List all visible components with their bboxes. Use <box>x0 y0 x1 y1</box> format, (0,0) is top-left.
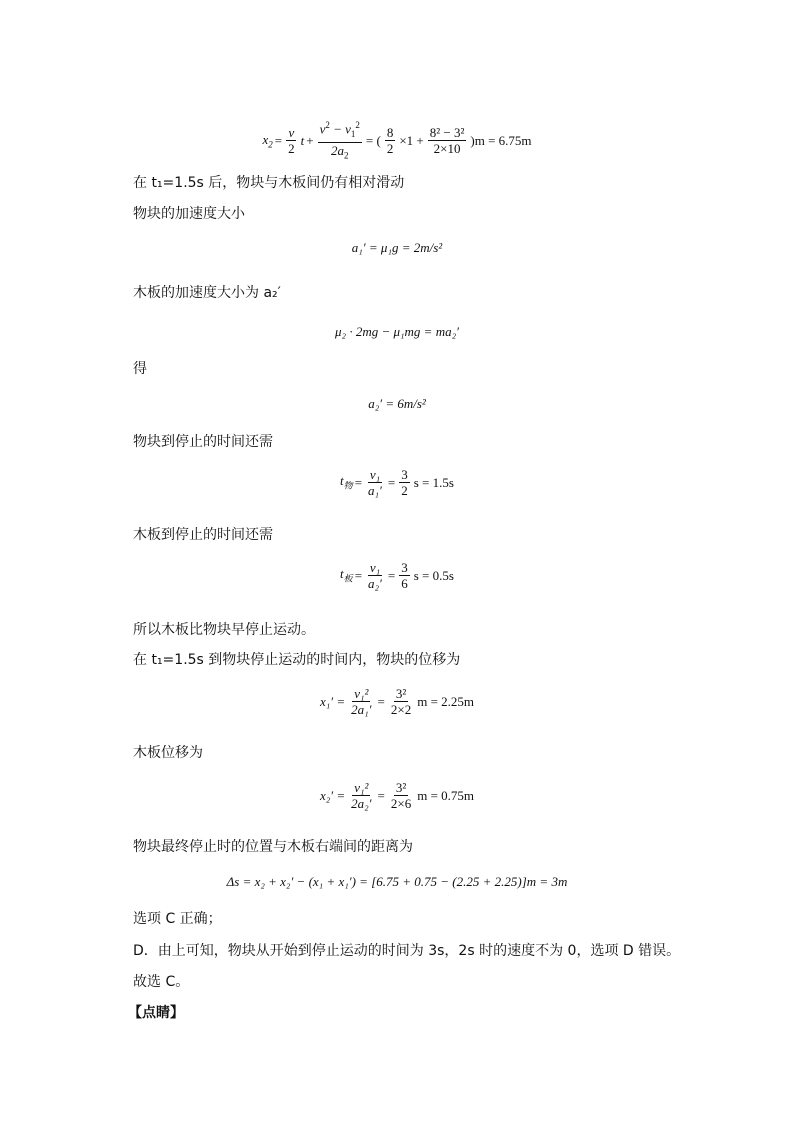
eq1-plus: + <box>306 132 314 148</box>
eq1-equals-paren: = ( <box>365 132 381 148</box>
equation-x2 <box>0 118 794 164</box>
eq1-frac4: $\frac{\text{8² − 3²}}{2\times 10}$ <box>429 125 465 157</box>
text-line-8: 在 t₁=1.5s 到物块停止运动的时间内，物块的位移为 <box>133 652 461 668</box>
text-line-1: 在 t₁=1.5s 后，物块与木板间仍有相对滑动 <box>133 175 405 191</box>
equation-t-block: $t_物$ = $\frac{\text{v₁}}{\text{a₁′}}$ = $\frac{3}{2}$ s = 1.5s <box>340 467 454 498</box>
eq1-result: )m = 6.75m <box>470 132 532 148</box>
text-line-11: 选项 C 正确； <box>133 911 222 927</box>
text-line-4: 得 <box>133 361 147 377</box>
eq1-t: t <box>300 132 305 148</box>
text-line-6: 木板到停止的时间还需 <box>133 527 273 543</box>
text-line-12: D．由上可知，物块从开始到停止运动的时间为 3s，2s 时的速度不为 0，选项 D 错误。 <box>133 943 681 959</box>
text-line-9: 木板位移为 <box>133 745 203 761</box>
equation-delta-s: Δs = x₂ + x₂′ − (x₁ + x₁′) = [6.75 + 0.75 − (2.25 + 2.25)]m = 3m <box>226 874 568 889</box>
text-line-10: 物块最终停止时的位置与木板右端间的距离为 <box>133 839 413 855</box>
equation-a2: a₂′ = 6m/s² <box>368 396 426 411</box>
equation-x1-prime: x₁′ = $\frac{\text{v₁²}}{\text{2a₁′}}$ = $\frac{\text{3²}}{2\times 2}$ m = 2.25m <box>319 686 475 717</box>
text-line-2: 物块的加速度大小 <box>133 206 245 222</box>
text-line-3: 木板的加速度大小为 a₂′ <box>133 285 281 301</box>
eq1-frac2: $\frac{v^2 - v_1^2}{2a_2}$ <box>319 120 360 161</box>
equation-board-force: μ₂ · 2mg − μ₁mg = ma₂′ <box>335 324 459 339</box>
equation-x2-prime: x₂′ = $\frac{\text{v₁²}}{\text{2a₂′}}$ = $\frac{\text{3²}}{2\times 6}$ m = 0.75m <box>319 780 475 811</box>
equation-t-board: $t_板$ = $\frac{\text{v₁}}{\text{a₂′}}$ = $\frac{3}{6}$ s = 0.5s <box>340 560 454 591</box>
eq1-equals: = <box>274 132 283 148</box>
equation-a1: a₁′ = μ₁g = 2m/s² <box>351 240 443 255</box>
eq1-lhs: $x_2$ <box>262 131 273 150</box>
text-line-5: 物块到停止的时间还需 <box>133 434 273 450</box>
eq1-times: ×1 + <box>399 132 424 148</box>
text-line-13: 故选 C。 <box>133 974 190 990</box>
eq1-frac1: $\frac{v}{2}$ <box>288 125 295 157</box>
text-line-7: 所以木板比物块早停止运动。 <box>133 622 315 638</box>
section-heading-dianjing: 【点睛】 <box>128 1005 184 1021</box>
eq1-frac3: $\frac{8}{2}$ <box>386 125 394 157</box>
